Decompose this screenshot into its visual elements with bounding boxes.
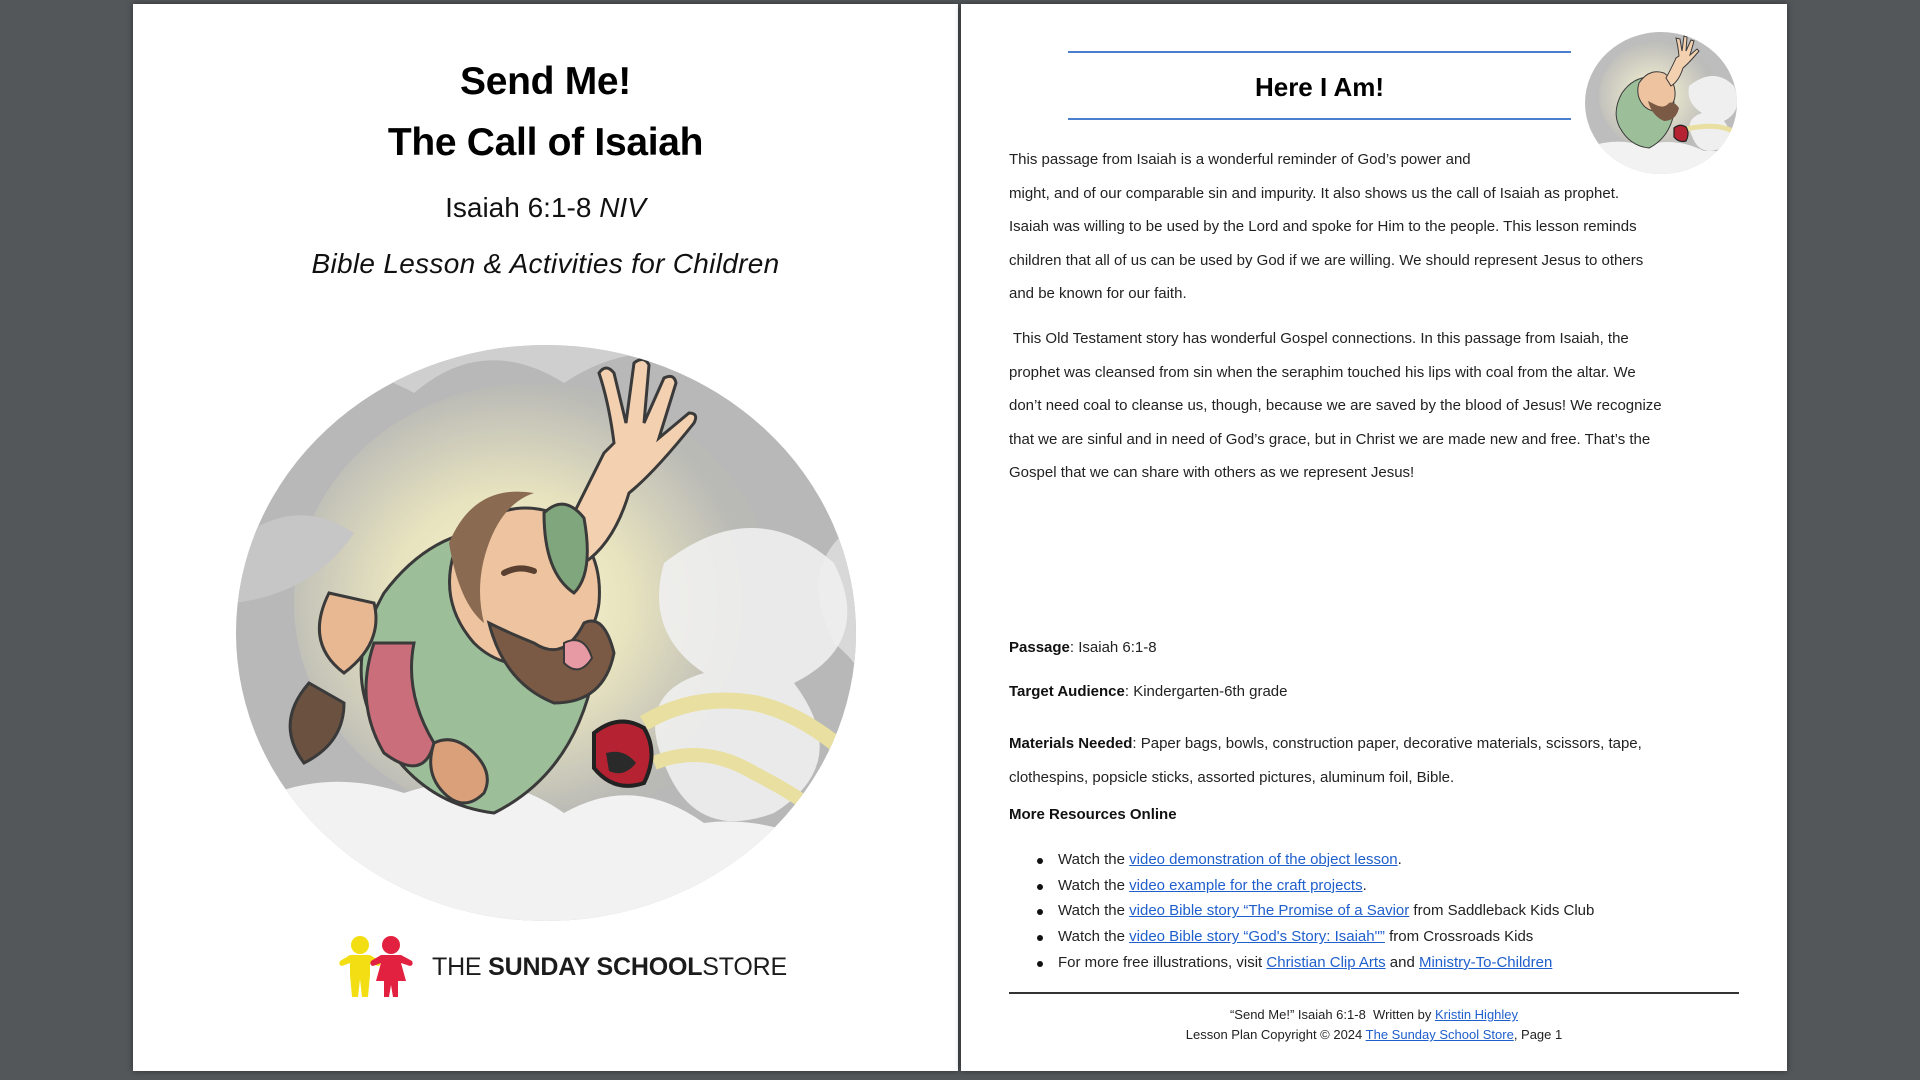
intro-paragraph-1 bbox=[1009, 143, 1749, 311]
resource-prefix: Watch the bbox=[1058, 851, 1130, 868]
materials-needed-info bbox=[1009, 727, 1749, 795]
logo-word-store: STORE bbox=[702, 952, 787, 981]
object-lesson-video-link[interactable]: video demonstration of the object lesson bbox=[1129, 851, 1398, 868]
paragraph-line: Gospel that we can share with others as we represent Jesus! bbox=[1009, 464, 1415, 481]
isaiah-illustration bbox=[234, 343, 858, 923]
resource-item bbox=[1037, 898, 1757, 924]
paragraph-line: that we are sinful and in need of God’s grace, but in Christ we are made new and free. That’s the bbox=[1009, 430, 1651, 448]
heading-rule-top bbox=[1068, 51, 1571, 53]
target-audience-info bbox=[1009, 683, 1749, 700]
lesson-page bbox=[961, 4, 1787, 1071]
logo-word-brand: SUNDAY SCHOOL bbox=[488, 952, 703, 981]
resources-list bbox=[1037, 847, 1757, 975]
logo-word-the: THE bbox=[432, 952, 482, 981]
footer-copyright-line bbox=[1009, 1027, 1739, 1042]
paragraph-line: This passage from Isaiah is a wonderful reminder of God’s power and bbox=[1009, 151, 1471, 168]
resource-item bbox=[1037, 873, 1757, 899]
footer-author-line bbox=[1009, 1007, 1739, 1022]
paragraph-line: and be known for our faith. bbox=[1009, 285, 1187, 302]
passage-label: Passage bbox=[1009, 639, 1070, 656]
paper-dolls-icon bbox=[336, 935, 420, 999]
footer-divider bbox=[1009, 992, 1739, 994]
paragraph-line: prophet was cleansed from sin when the seraphim touched his lips with coal from the altar. We bbox=[1009, 363, 1636, 381]
resource-item bbox=[1037, 950, 1757, 976]
scripture-reference bbox=[133, 192, 958, 224]
paragraph-line: Isaiah was willing to be used by the Lord and spoke for Him to the people. This lesson reminds bbox=[1009, 218, 1637, 235]
audience-label: Target Audience bbox=[1009, 683, 1125, 700]
resource-item bbox=[1037, 924, 1757, 950]
resource-connector: and bbox=[1385, 953, 1419, 971]
craft-video-link[interactable]: video example for the craft projects bbox=[1129, 876, 1363, 894]
translation-label: NIV bbox=[599, 192, 646, 223]
cover-title-line1: Send Me! bbox=[460, 60, 631, 103]
copyright-text: Lesson Plan Copyright © 2024 bbox=[1185, 1027, 1366, 1042]
cover-page bbox=[133, 4, 958, 1071]
resource-prefix: Watch the bbox=[1058, 928, 1130, 946]
resource-prefix: For more free illustrations, visit bbox=[1058, 953, 1267, 971]
resource-prefix: Watch the bbox=[1058, 876, 1130, 894]
ministry-to-children-link[interactable]: Ministry-To-Children bbox=[1418, 953, 1553, 971]
more-resources-heading: More Resources Online bbox=[1009, 806, 1177, 823]
resource-item bbox=[1037, 847, 1757, 873]
scripture-ref-text: Isaiah 6:1-8 bbox=[445, 192, 592, 223]
logo-wordmark bbox=[432, 953, 787, 982]
paragraph-line: This Old Testament story has wonderful Gospel connections. In this passage from Isaiah, the bbox=[1009, 330, 1629, 347]
page-number: , Page 1 bbox=[1513, 1027, 1563, 1042]
sunday-school-store-link[interactable]: The Sunday School Store bbox=[1365, 1027, 1514, 1042]
passage-info bbox=[1009, 639, 1749, 656]
materials-value-continued: clothespins, popsicle sticks, assorted pictures, aluminum foil, Bible. bbox=[1009, 769, 1455, 786]
resource-suffix: from Crossroads Kids bbox=[1384, 928, 1534, 946]
gods-story-isaiah-video-link[interactable]: video Bible story “God's Story: Isaiah"” bbox=[1129, 928, 1385, 946]
author-link[interactable]: Kristin Highley bbox=[1434, 1007, 1519, 1022]
paragraph-line: might, and of our comparable sin and impurity. It also shows us the call of Isaiah as prophet. bbox=[1009, 184, 1620, 202]
resource-prefix: Watch the bbox=[1058, 902, 1130, 920]
resource-suffix: . bbox=[1362, 876, 1367, 894]
paragraph-line: don’t need coal to cleanse us, though, because we are saved by the blood of Jesus! We recognize bbox=[1009, 397, 1662, 414]
materials-label: Materials Needed bbox=[1009, 735, 1133, 752]
intro-paragraph-2 bbox=[1009, 322, 1749, 490]
christian-clip-arts-link[interactable]: Christian Clip Arts bbox=[1266, 953, 1386, 971]
materials-value: : Paper bags, bowls, construction paper, decorative materials, scissors, tape, bbox=[1132, 735, 1642, 752]
passage-value: : Isaiah 6:1-8 bbox=[1069, 639, 1157, 656]
promise-of-savior-video-link[interactable]: video Bible story “The Promise of a Savior bbox=[1129, 902, 1410, 920]
cover-title-line2: The Call of Isaiah bbox=[387, 121, 704, 164]
sunday-school-store-logo bbox=[336, 935, 787, 999]
audience-value: : Kindergarten-6th grade bbox=[1124, 683, 1288, 700]
cover-subtitle: Bible Lesson & Activities for Children bbox=[311, 248, 780, 279]
footer-title-text: “Send Me!” Isaiah 6:1-8 Written by bbox=[1229, 1007, 1435, 1022]
resource-suffix: . bbox=[1397, 851, 1402, 868]
resource-suffix: from Saddleback Kids Club bbox=[1409, 902, 1595, 920]
heading-rule-bottom bbox=[1068, 118, 1571, 120]
paragraph-line: children that all of us can be used by God if we are willing. We should represent Jesus to others bbox=[1009, 251, 1644, 269]
lesson-heading: Here I Am! bbox=[1254, 72, 1385, 102]
